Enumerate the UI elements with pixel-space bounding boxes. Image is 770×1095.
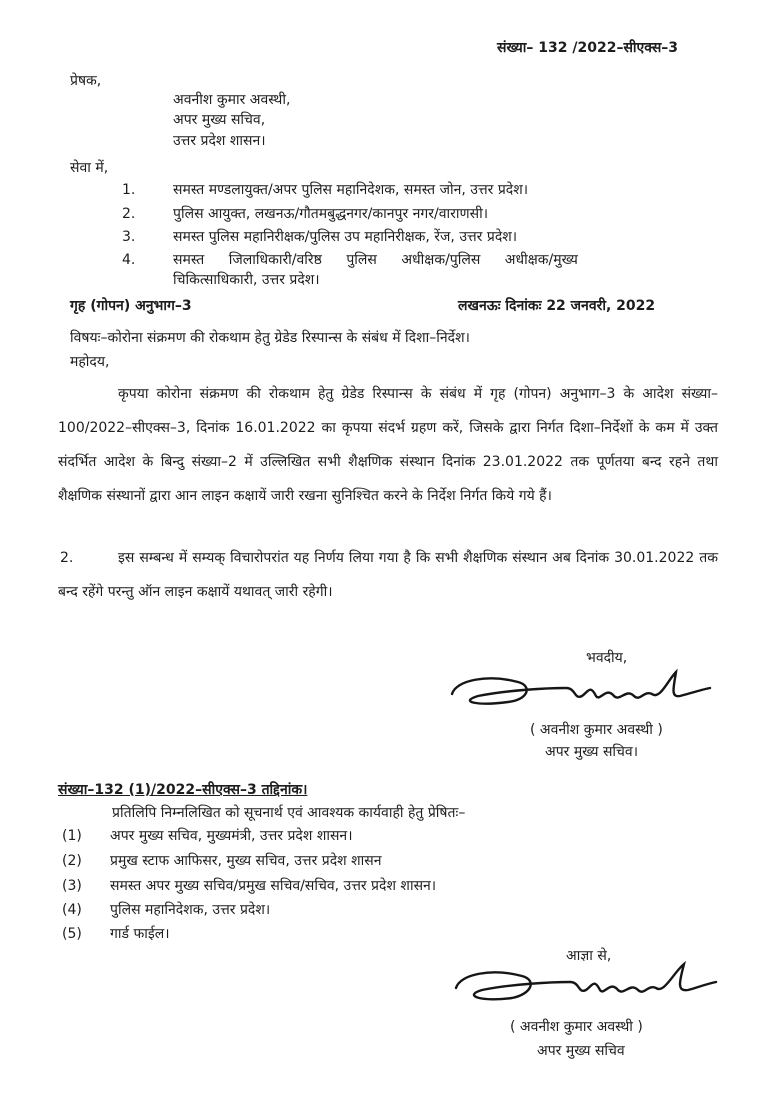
- recipient-num: 1.: [122, 182, 136, 198]
- section-heading: गृह (गोपन) अनुभाग–3: [70, 298, 192, 314]
- sender-designation: अपर मुख्य सचिव,: [173, 112, 266, 128]
- by-order: आज्ञा से,: [566, 948, 612, 964]
- signature: [452, 958, 722, 1008]
- recipient-text: पुलिस आयुक्त, लखनऊ/गौतमबुद्धनगर/कानपुर नगर/वाराणसी।: [173, 206, 489, 222]
- copy-item-num: (4): [62, 902, 82, 918]
- copy-signatory-name: ( अवनीश कुमार अवस्थी ): [510, 1019, 643, 1035]
- copy-number: संख्या–132 (1)/2022–सीएक्स–3 तद्दिनांक।: [58, 782, 308, 798]
- letter-date: लखनऊः दिनांकः 22 जनवरी, 2022: [458, 298, 656, 314]
- recipients-label: सेवा में,: [70, 160, 109, 176]
- recipient-num: 3.: [122, 229, 136, 245]
- recipient-text: समस्त जिलाधिकारी/वरिष्ठ पुलिस अधीक्षक/पुलिस अधीक्षक/मुख्य: [173, 252, 578, 268]
- paragraph-2: इस सम्बन्ध में सम्यक् विचारोपरांत यह निर्णय लिया गया है कि सभी शैक्षणिक संस्थान अब दिनांक 30.01.2022 तक बन्द रहेंगे परन्तु ऑन लाइन कक्षायें यथावत् जारी रहेगी।: [58, 550, 718, 600]
- paragraph-1: कृपया कोरोना संक्रमण की रोकथाम हेतु ग्रेडेड रिस्पान्स के संबंध में गृह (गोपन) अनुभाग–3 के आदेश संख्या–100/2022–सीएक्स–3, दिनांक 16.01.2022 का कृपया संदर्भ ग्रहण करें, जिसके द्वारा निर्गत दिशा–निर्देशों के कम में उक्त संदर्भित आदेश के बिन्दु संख्या–2 में उल्लिखित सभी शैक्षणिक संस्थान दिनांक 23.01.2022 तक पूर्णतया बन्द रहने तथा शैक्षणिक संस्थानों द्वारा आन लाइन कक्षायें जारी रखना सुनिश्चित करने के निर्देश निर्गत किये गये हैं।: [58, 386, 718, 504]
- recipient-num: 4.: [122, 252, 136, 268]
- letter-number: संख्या– 132 /2022–सीएक्स–3: [497, 40, 679, 56]
- salutation: महोदय,: [70, 354, 110, 370]
- signatory-name: ( अवनीश कुमार अवस्थी ): [530, 722, 663, 738]
- recipient-num: 2.: [122, 206, 136, 222]
- copy-item-text: गार्ड फाईल।: [110, 926, 170, 942]
- paragraph-2-number: 2.: [60, 550, 74, 566]
- sender-name: अवनीश कुमार अवस्थी,: [173, 92, 291, 108]
- recipient-text: समस्त पुलिस महानिरीक्षक/पुलिस उप महानिरीक्षक, रेंज, उत्तर प्रदेश।: [173, 229, 518, 245]
- closing: भवदीय,: [586, 650, 628, 666]
- recipient-text-continued: चिकित्साधिकारी, उत्तर प्रदेश।: [173, 272, 320, 288]
- copy-item-num: (2): [62, 853, 82, 869]
- copy-item-text: प्रमुख स्टाफ आफिसर, मुख्य सचिव, उत्तर प्रदेश शासन: [110, 853, 382, 869]
- copy-item-text: समस्त अपर मुख्य सचिव/प्रमुख सचिव/सचिव, उत्तर प्रदेश शासन।: [110, 878, 437, 894]
- signatory-designation: अपर मुख्य सचिव।: [545, 744, 639, 760]
- copy-signatory-designation: अपर मुख्य सचिव: [537, 1043, 625, 1059]
- subject-line: विषयः–कोरोना संक्रमण की रोकथाम हेतु ग्रेडेड रिस्पान्स के संबंध में दिशा–निर्देश।: [70, 330, 470, 346]
- copy-item-num: (5): [62, 926, 82, 942]
- recipient-text: समस्त मण्डलायुक्त/अपर पुलिस महानिदेशक, समस्त जोन, उत्तर प्रदेश।: [173, 182, 529, 198]
- sender-office: उत्तर प्रदेश शासन।: [173, 133, 266, 149]
- sender-label: प्रेषक,: [70, 73, 102, 89]
- copy-item-text: पुलिस महानिदेशक, उत्तर प्रदेश।: [110, 902, 271, 918]
- copy-item-num: (1): [62, 828, 82, 844]
- copy-intro: प्रतिलिपि निम्नलिखित को सूचनार्थ एवं आवश्यक कार्यवाही हेतु प्रेषितः–: [112, 805, 466, 821]
- copy-item-num: (3): [62, 878, 82, 894]
- signature: [448, 666, 718, 710]
- copy-item-text: अपर मुख्य सचिव, मुख्यमंत्री, उत्तर प्रदेश शासन।: [110, 828, 353, 844]
